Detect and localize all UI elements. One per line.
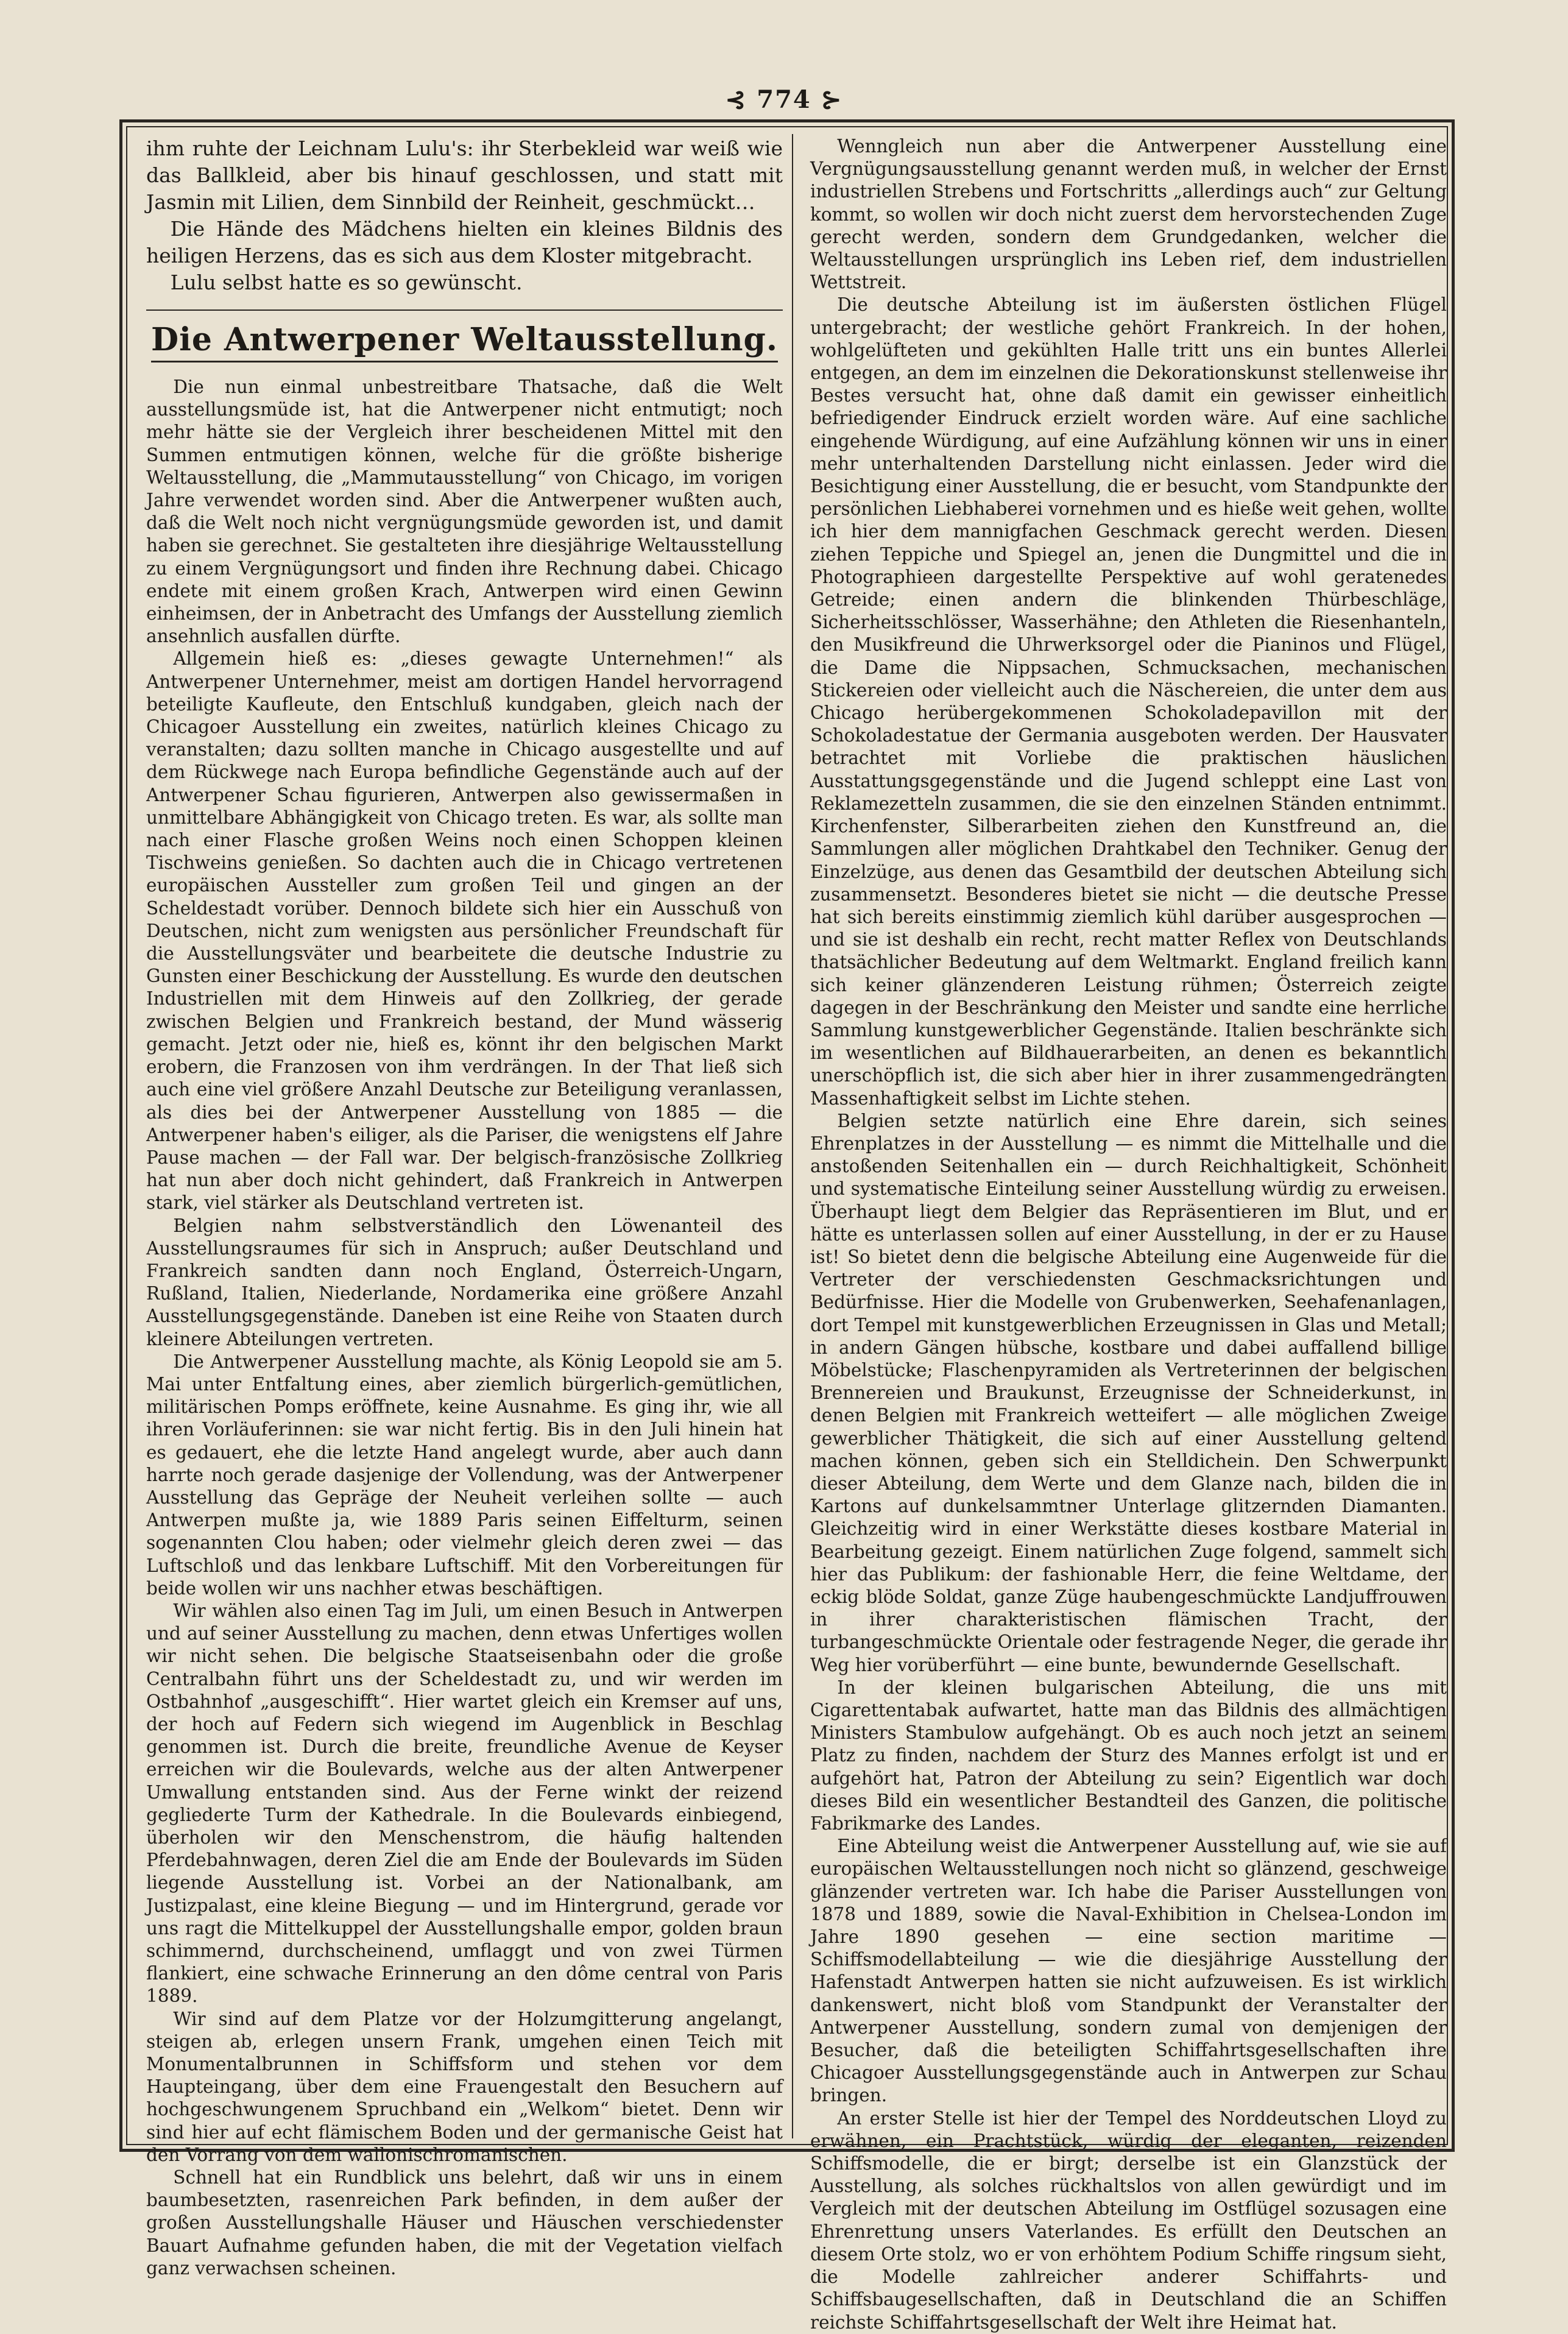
intro-paragraph: Die Hände des Mädchens hielten ein kleines Bildnis des heiligen Herzens, das es sich aus dem Kloster mitgebracht. xyxy=(146,217,783,267)
story-ending xyxy=(146,135,783,296)
article-paragraph: Die nun einmal unbestreitbare Thatsache, daß die Welt ausstellungsmüde ist, hat die Antwerpener nicht entmutigt; noch mehr hätte sie der Vergleich ihrer bescheidenen Mittel mit den Summen entmutigen können, welche für die größte bisherige Weltausstellung, die „Mammutausstellung“ von Chicago, im vorigen Jahre verwendet worden sind. Aber die Antwerpener wußten auch, daß die Welt noch nicht vergnügungsmüde geworden ist, und damit haben sie gerechnet. Sie gestalteten ihre diesjährige Weltausstellung zu einem Vergnügungsort und finden ihre Rechnung dabei. Chicago endete mit einem großen Krach, Antwerpen wird einen Gewinn einheimsen, der in Anbetracht des Umfangs der Ausstellung ziemlich ansehnlich ausfallen dürfte. xyxy=(146,377,783,647)
article-paragraph: Belgien setzte natürlich eine Ehre darein, sich seines Ehrenplatzes in der Ausstellung — es nimmt die Mittelhalle und die anstoßenden Seitenhallen ein — durch Reichhaltigkeit, Schönheit und systematische Einteilung seiner Ausstellung würdig zu erweisen. Überhaupt liegt dem Belgier das Repräsentieren im Blut, und er hätte es unterlassen sollen auf einer Ausstellung, in der er zu Hause ist! So bietet denn die belgische Abteilung eine Augenweide für die Vertreter der verschiedensten Geschmacksrichtungen und Bedürfnisse. Hier die Modelle von Grubenwerken, Seehafenanlagen, dort Tempel mit kunstgewerblichen Erzeugnissen in Glas und Metall; in andern Gängen hübsche, kostbare und dabei auffallend billige Möbelstücke; Flaschenpyramiden als Vertreterinnen der belgischen Brennereien und Braukunst, Erzeugnisse der Schneiderkunst, in denen Belgien mit Frankreich wetteifert — alle möglichen Zweige gewerblicher Thätigkeit, die sich auf einer Ausstellung geltend machen können, geben sich ein Stelldichein. Den Schwerpunkt dieser Abteilung, dem Werte und dem Glanze nach, bilden die in Kartons auf dunkelsammtner Unterlage glitzernden Diamanten. Gleichzeitig wird in einer Werkstätte dieses kostbare Material in Bearbeitung gezeigt. Einem natürlichen Zuge folgend, sammelt sich hier das Publikum: der fashionable Herr, die feine Weltdame, der eckig blöde Soldat, ganze Züge haubengeschmückte Landjuffrouwen in ihrer charakteristischen flämischen Tracht, der turbangeschmückte Orientale oder festragende Neger, die gerade ihr Weg hier vorüberführt — eine bunte, bewundernde Gesellschaft. xyxy=(810,1110,1447,1675)
intro-paragraph: ihm ruhte der Leichnam Lulu's: ihr Sterbekleid war weiß wie das Ballkleid, aber bis hinauf geschlossen, und statt mit Jasmin mit Lilien, dem Sinnbild der Reinheit, geschmückt… xyxy=(146,136,783,214)
intro-paragraph: Lulu selbst hatte es so gewünscht. xyxy=(170,271,523,294)
column-divider xyxy=(792,134,793,2138)
article-title-text: Die Antwerpener Weltausstellung. xyxy=(151,322,778,362)
article-paragraph: Allgemein hieß es: „dieses gewagte Unternehmen!“ als Antwerpener Unternehmer, meist am dortigen Handel hervorragend beteiligte Kaufleute, den Entschluß kundgaben, gleich nach der Chicagoer Ausstellung ein zweites, natürlich kleines Chicago zu veranstalten; dazu sollten manche in Chicago ausgestellte und auf dem Rückwege nach Europa befindliche Gegenstände auch auf der Antwerpener Schau figurieren, Antwerpen also gewissermaßen in unmittelbare Abhängigkeit von Chicago treten. Es war, als sollte man nach einer Flasche großen Weins noch einen Schoppen kleinen Tischweins genießen. So dachten auch die in Chicago vertretenen europäischen Aussteller zum großen Teil und gingen an der Scheldestadt vorüber. Dennoch bildete sich hier ein Ausschuß von Deutschen, nicht zum wenigsten aus persönlicher Freundschaft für die Ausstellungsväter und bearbeitete die deutsche Industrie zu Gunsten einer Beschickung der Ausstellung. Es wurde den deutschen Industriellen mit dem Hinweis auf den Zollkrieg, der gerade zwischen Belgien und Frankreich bestand, der Mund wässerig gemacht. Jetzt oder nie, hieß es, könnt ihr den belgischen Markt erobern, die Franzosen von ihm verdrängen. In der That ließ sich auch eine viel größere Anzahl Deutsche zur Beteiligung veranlassen, als dies bei der Antwerpener Ausstellung von 1885 — die Antwerpener haben's eiliger, als die Pariser, die wenigstens elf Jahre Pause machen — der Fall war. Der belgisch-französische Zollkrieg hat nun aber doch nicht gehindert, daß Frankreich in Antwerpen stark, viel stärker als Deutschland vertreten ist. xyxy=(146,648,783,1214)
article-title xyxy=(146,322,783,362)
ornament-left: ⊰ xyxy=(725,85,747,114)
article-paragraph: Belgien nahm selbstverständlich den Löwenanteil des Ausstellungsraumes für sich in Anspruch; außer Deutschland und Frankreich sandten dann noch England, Österreich-Ungarn, Rußland, Italien, Niederlande, Nordamerika eine größere Anzahl Ausstellungsgegenstände. Daneben ist eine Reihe von Staaten durch kleinere Abteilungen vertreten. xyxy=(146,1215,783,1349)
article-paragraph: Schnell hat ein Rundblick uns belehrt, daß wir uns in einem baumbesetzten, rasenreichen Park befinden, in dem außer der großen Ausstellungshalle Häuser und Häuschen verschiedenster Bauart Aufnahme gefunden haben, die mit der Vegetation vielfach ganz verwachsen scheinen. xyxy=(146,2167,783,2279)
left-article-body xyxy=(146,376,783,2280)
article-paragraph: Die Antwerpener Ausstellung machte, als König Leopold sie am 5. Mai unter Entfaltung eines, aber ziemlich bürgerlich-gemütlichen, militärischen Pomps eröffnete, keine Ausnahme. Es ging ihr, wie all ihren Vorläuferinnen: sie war nicht fertig. Bis in den Juli hinein hat es gedauert, ehe die letzte Hand angelegt wurde, aber auch dann harrte noch gerade dasjenige der Vollendung, was der Antwerpener Ausstellung das Gepräge der Neuheit verleihen sollte — auch Antwerpen mußte ja, wie 1889 Paris seinen Eiffelturm, seinen sogenannten Clou haben; oder vielmehr gleich deren zwei — das Luftschloß und das lenkbare Luftschiff. Mit den Vorbereitungen für beide wollen wir uns nachher etwas beschäftigen. xyxy=(146,1351,783,1599)
page-number-value: 774 xyxy=(757,85,811,114)
right-column xyxy=(810,135,1447,2333)
article-paragraph: Wir wählen also einen Tag im Juli, um einen Besuch in Antwerpen und auf seiner Ausstellung zu machen, denn etwas Unfertiges wollen wir nicht sehen. Die belgische Staatseisenbahn oder die große Centralbahn führt uns der Scheldestadt zu, und wir werden im Ostbahnhof „ausgeschifft“. Hier wartet gleich ein Kremser auf uns, der hoch auf Federn sich wiegend im Augenblick in Beschlag genommen ist. Durch die breite, freundliche Avenue de Keyser erreichen wir die Boulevards, welche aus der alten Antwerpener Umwallung entstanden sind. Aus der Ferne winkt der reizend gegliederte Turm der Kathedrale. In die Boulevards einbiegend, überholen wir den Menschenstrom, die häufig haltenden Pferdebahnwagen, deren Ziel die am Ende der Boulevards im Süden liegende Ausstellung ist. Vorbei an der Nationalbank, am Justizpalast, eine kleine Biegung — und im Hintergrund, gerade vor uns ragt die Mittelkuppel der Ausstellungshalle empor, golden braun schimmernd, durchscheinend, umflaggt und von zwei Türmen flankiert, eine schwache Erinnerung an den dôme central von Paris 1889. xyxy=(146,1600,783,2007)
left-column xyxy=(146,135,783,2279)
article-paragraph: Die deutsche Abteilung ist im äußersten östlichen Flügel untergebracht; der westliche gehört Frankreich. In der hohen, wohlgelüfteten und gekühlten Halle tritt uns ein buntes Allerlei entgegen, an dem im einzelnen die Dekorationskunst stellenweise ihr Bestes versucht hat, ohne daß damit ein gewisser einheitlich befriedigender Eindruck erzielt worden wäre. Auf eine sachliche eingehende Würdigung, auf eine Aufzählung können wir uns in einer mehr unterhaltenden Darstellung nicht einlassen. Jeder wird die Besichtigung einer Ausstellung, die er besucht, vom Standpunkte der persönlichen Liebhaberei vornehmen und es hieße weit gehen, wollte ich hier dem mannigfachen Geschmack gerecht werden. Diesen ziehen Teppiche und Spiegel an, jenen die Dungmittel und die in Photographieen dargestellte Perspektive auf wohl geratenedes Getreide; einen andern die blinkenden Thürbeschläge, Sicherheitsschlösser, Wasserhähne; den Athleten die Riesenhanteln, den Musikfreund die Uhrwerksorgel oder die Pianinos und Flügel, die Dame die Nippsachen, Schmucksachen, mechanischen Stickereien oder vielleicht auch die Näschereien, die unter dem aus Chicago herübergekommenen Schokoladepavillon mit der Schokoladestatue der Germania ausgeboten werden. Der Hausvater betrachtet mit Vorliebe die praktischen häuslichen Ausstattungsgegenstände und die Jugend schleppt eine Last von Reklamezetteln zusammen, die sie den einzelnen Ständen entnimmt. Kirchenfenster, Silberarbeiten ziehen den Kunstfreund an, die Sammlungen aller möglichen Drahtkabel den Techniker. Genug der Einzelzüge, aus denen das Gesamtbild der deutschen Abteilung sich zusammensetzt. Besonderes bietet sie nicht — die deutsche Presse hat sich bereits einstimmig ziemlich kühl darüber ausgesprochen — und sie ist deshalb ein recht, recht matter Reflex von Deutschlands thatsächlicher Bedeutung auf dem Weltmarkt. England freilich kann sich keiner glänzenderen Leistung rühmen; Österreich zeigte dagegen in der Beschränkung den Meister und sandte eine herrliche Sammlung kunstgewerblicher Gegenstände. Italien beschränkte sich im wesentlichen auf Bildhauerarbeiten, an denen es bekanntlich unerschöpflich ist, die sich aber hier in ihrer zusammengedrängten Massenhaftigkeit selbst im Lichte stehen. xyxy=(810,294,1447,1109)
page-number xyxy=(0,85,1568,114)
article-paragraph: In der kleinen bulgarischen Abteilung, die uns mit Cigarettentabak aufwartet, hatte man das Bildnis des allmächtigen Ministers Stambulow aufgehängt. Ob es auch noch jetzt an seinem Platz zu finden, nachdem der Sturz des Mannes erfolgt ist und er aufgehört hat, Patron der Abteilung zu sein? Eigentlich war doch dieses Bild ein wesentlicher Bestandteil des Ganzen, die politische Fabrikmarke des Landes. xyxy=(810,1677,1447,1834)
article-paragraph: Eine Abteilung weist die Antwerpener Ausstellung auf, wie sie auf europäischen Weltausstellungen noch nicht so glänzend, geschweige glänzender vertreten war. Ich habe die Pariser Ausstellungen von 1878 und 1889, sowie die Naval-Exhibition in Chelsea-London im Jahre 1890 gesehen — eine section maritime — Schiffsmodellabteilung — wie die diesjährige Ausstellung der Hafenstadt Antwerpen hatten sie nicht aufzuweisen. Es ist wirklich dankenswert, nicht bloß vom Standpunkt der Veranstalter der Antwerpener Ausstellung, sondern zumal von demjenigen der Besucher, daß die beteiligten Schiffahrtsgesellschaften ihre Chicagoer Ausstellungsgegenstände auch in Antwerpen zur Schau bringen. xyxy=(810,1836,1447,2106)
ornament-right: ⊱ xyxy=(821,85,843,114)
section-rule xyxy=(146,309,783,311)
article-paragraph: Wir sind auf dem Platze vor der Holzumgitterung angelangt, steigen ab, erlegen unsern Frank, umgehen einen Teich mit Monumentalbrunnen in Schiffsform und stehen vor dem Haupteingang, über dem eine Frauengestalt den Besuchern auf hochgeschwungenem Spruchband ein „Welkom“ bietet. Denn wir sind hier auf echt flämischem Boden und der germanische Geist hat den Vorrang von dem wallonischromanischen. xyxy=(146,2008,783,2165)
article-paragraph: Wenngleich nun aber die Antwerpener Ausstellung eine Vergnügungsausstellung genannt werden muß, in welcher der Ernst industriellen Strebens und Fortschritts „allerdings auch“ zur Geltung kommt, so wollen wir doch nicht zuerst dem hervorstechenden Zuge gerecht werden, sondern dem Grundgedanken, welcher die Weltausstellungen ursprünglich ins Leben rief, dem industriellen Wettstreit. xyxy=(810,136,1447,293)
article-paragraph: An erster Stelle ist hier der Tempel des Norddeutschen Lloyd zu erwähnen, ein Prachtstück, würdig der eleganten, reizenden Schiffsmodelle, die er birgt; derselbe ist ein Glanzstück der Ausstellung, als solches rückhaltslos von allen gewürdigt und im Vergleich mit der deutschen Abteilung im Ostflügel sozusagen eine Ehrenrettung unsers Vaterlandes. Es erfüllt den Deutschen an diesem Orte stolz, wo er von erhöhtem Podium Schiffe ringsum sieht, die Modelle zahlreicher anderer Schiffahrts- und Schiffsbaugesellschaften, daß in Deutschland die an Schiffen reichste Schiffahrtsgesellschaft der Welt ihre Heimat hat. xyxy=(810,2107,1447,2333)
